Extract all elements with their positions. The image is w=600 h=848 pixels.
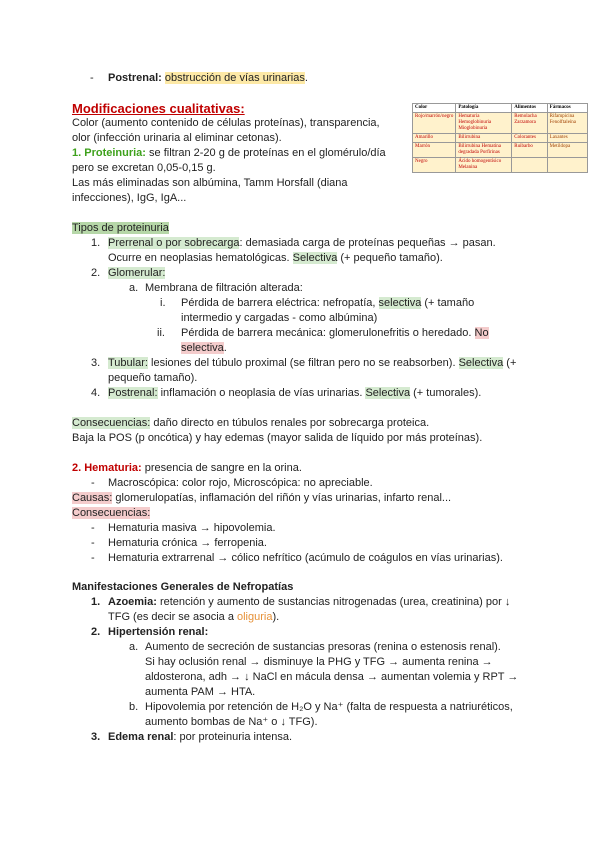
oliguria: oliguria <box>237 611 273 623</box>
hema-c2-bullet: - <box>91 537 95 549</box>
table-header: Fármacos <box>547 104 587 113</box>
table-cell: Hematuria Hemoglobinuria Mioglobinuria <box>456 113 512 134</box>
manif-2 <box>108 625 208 640</box>
manif-1-num-text: 1. <box>91 596 101 608</box>
consec-line1 <box>72 416 429 431</box>
tipos-item-4 <box>108 386 481 401</box>
hema-c1-bullet: - <box>91 522 95 534</box>
manif-2a-line2: Si hay oclusión renal → disminuye la PHG y TFG → aumenta renina → <box>145 656 493 668</box>
hema-consec <box>72 506 150 521</box>
glomerular-i-line2: intermedio y cargadas - como albúmina) <box>181 312 378 324</box>
manif-2a-line3: aldosterona, adh → ↓ NaCl en mácula densa → aumentan volemia y RPT → <box>145 671 519 683</box>
causas-text: glomerulopatías, inflamación del riñón y vías urinarias, infarto renal... <box>112 492 452 504</box>
table-cell: Colorantes <box>512 134 547 143</box>
manif-2a-line4: aumenta PAM → HTA. <box>145 686 256 698</box>
tipos-item-1-line2 <box>108 251 443 266</box>
mod-line2: olor (infección urinaria al eliminar cetonas). <box>72 132 282 144</box>
hema-causas <box>72 491 451 506</box>
postrenal-bullet: - <box>90 72 94 84</box>
postrenal-line <box>108 71 308 86</box>
tipos-item-4-num: 4. <box>91 387 101 399</box>
tipos-item-1-num: 1. <box>91 237 101 249</box>
tubular-tail: (+ <box>503 357 517 369</box>
prerrenal-selectiva: Selectiva <box>292 252 338 264</box>
table-header: Patología <box>456 104 512 113</box>
postrenal-label: Postrenal: <box>108 72 162 84</box>
glomerular-ii-selectiva: selectiva <box>181 342 224 354</box>
causas-label: Causas: <box>72 492 113 504</box>
table-cell: Remolacha Zarzamora <box>512 113 547 134</box>
glomerular-ii-line2 <box>181 341 227 356</box>
table-cell: Rifampicina Fenolftaleína <box>547 113 587 134</box>
glomerular-i-tail: (+ tamaño <box>421 297 475 309</box>
mod-line5: Las más eliminadas son albúmina, Tamm Horsfall (diana <box>72 177 348 189</box>
hematuria-heading: 2. Hematuria: <box>72 462 142 474</box>
hema-c3: Hematuria extrarrenal → cólico nefrítico (acúmulo de coágulos en vías urinarias). <box>108 552 503 564</box>
table-header-row <box>413 104 588 113</box>
manif-2b-text: Hipovolemia por retención de H₂O y Na⁺ (falta de respuesta a natriuréticos, <box>145 701 513 713</box>
prerrenal-label: Prerrenal o por sobrecarga <box>108 237 240 249</box>
consec-label: Consecuencias: <box>72 417 151 429</box>
hema-b1: Macroscópica: color rojo, Microscópica: no apreciable. <box>108 477 373 489</box>
postrenal-text: obstrucción de vías urinarias <box>164 72 305 84</box>
table-header: Alimentos <box>512 104 547 113</box>
postrenal-prot-tail: (+ tumorales). <box>410 387 482 399</box>
glomerular-ii-no: No <box>474 327 489 339</box>
tipos-item-2 <box>108 266 165 281</box>
hematuria-text: presencia de sangre en la orina. <box>141 462 302 474</box>
postrenal-prot-selectiva: Selectiva <box>365 387 411 399</box>
tipos-item-3-line2: pequeño tamaño). <box>108 372 198 384</box>
glomerular-i-text: Pérdida de barrera eléctrica: nefropatía, <box>181 297 379 309</box>
manif-1-num <box>91 595 100 610</box>
hema-c1: Hematuria masiva → hipovolemia. <box>108 522 276 534</box>
table-cell: Ruibarbo <box>512 143 547 158</box>
tipos-item-1 <box>108 236 496 251</box>
hema-c2: Hematuria crónica → ferropenia. <box>108 537 267 549</box>
manif-3-num <box>91 730 100 745</box>
glomerular-i <box>181 296 474 311</box>
tipos-title: Tipos de proteinuria <box>72 222 169 234</box>
manif-title <box>72 580 293 595</box>
manif-2-num-text: 2. <box>91 626 101 638</box>
azoemia-text: retención y aumento de sustancias nitrogenadas (urea, creatinina) por ↓ <box>156 596 511 608</box>
manif-1 <box>108 595 510 610</box>
table-cell: Rojo/marrón/negro <box>413 113 456 134</box>
urine-color-table <box>412 103 588 173</box>
postrenal-tail: . <box>304 72 308 84</box>
glomerular-ii-tail: . <box>223 342 227 354</box>
hipertension-label: Hipertensión renal: <box>108 626 209 638</box>
manif-2a-num: a. <box>129 641 139 653</box>
manif-2b-num: b. <box>129 701 139 713</box>
glomerular-label: Glomerular: <box>108 267 166 279</box>
prerrenal-text: : demasiada carga de proteínas pequeñas → pasan. <box>239 237 496 249</box>
table-row <box>413 143 588 158</box>
table-row <box>413 134 588 143</box>
table-row <box>413 158 588 173</box>
table-cell: Bilirrubina <box>456 134 512 143</box>
hematuria-line <box>72 461 302 476</box>
prerrenal-line2a: Ocurre en neoplasias hematológicas. <box>108 252 293 264</box>
azoemia-line2b: ). <box>272 611 280 623</box>
glomerular-i-num: i. <box>160 297 166 309</box>
table-header: Color <box>413 104 456 113</box>
tubular-text: lesiones del túbulo proximal (se filtran pero no se reabsorben). <box>147 357 459 369</box>
azoemia-line2a: TFG (es decir se asocia a <box>108 611 237 623</box>
manif-3 <box>108 730 292 745</box>
manif-1-line2 <box>108 610 279 625</box>
proteinuria-text: se filtran 2-20 g de proteínas en el glomérulo/día <box>145 147 386 159</box>
mod-line3 <box>72 146 386 161</box>
table-row <box>413 113 588 134</box>
mod-line6: infecciones), IgG, IgA... <box>72 192 187 204</box>
edema-text: : por proteinuria intensa. <box>173 731 293 743</box>
tubular-selectiva: Selectiva <box>458 357 504 369</box>
azoemia-label: Azoemia: <box>108 596 157 608</box>
mod-line1: Color (aumento contenido de células proteínas), transparencia, <box>72 117 380 129</box>
manif-3-num-text: 3. <box>91 731 101 743</box>
table-cell <box>512 158 547 173</box>
manif-2-num <box>91 625 100 640</box>
glomerular-ii-text: Pérdida de barrera mecánica: glomerulonefritis o heredado. <box>181 327 475 339</box>
tubular-label: Tubular: <box>108 357 148 369</box>
glomerular-ii <box>181 326 489 341</box>
glomerular-ii-num: ii. <box>157 327 165 339</box>
hema-b1-bullet: - <box>91 477 95 489</box>
table-cell: Negro <box>413 158 456 173</box>
tipos-title-line <box>72 221 169 236</box>
table-cell: Ácido homogentísico Melanina <box>456 158 512 173</box>
manif-title-text: Manifestaciones Generales de Nefropatías <box>72 581 294 593</box>
edema-label: Edema renal <box>108 731 174 743</box>
hema-consec-label: Consecuencias: <box>72 507 151 519</box>
glomerular-a-text: Membrana de filtración alterada: <box>145 282 303 294</box>
table-cell: Metildopa <box>547 143 587 158</box>
manif-2b-line2: aumento bombas de Na⁺ o ↓ TFG). <box>145 716 318 728</box>
tipos-item-3-num: 3. <box>91 357 101 369</box>
postrenal-prot-text: inflamación o neoplasia de vías urinarias. <box>157 387 366 399</box>
consec-text: daño directo en túbulos renales por sobrecarga proteica. <box>150 417 430 429</box>
table-cell: Laxantes <box>547 134 587 143</box>
glomerular-a-num: a. <box>129 282 139 294</box>
glomerular-i-selectiva: selectiva <box>378 297 422 309</box>
postrenal-prot-label: Postrenal: <box>108 387 158 399</box>
table-cell <box>547 158 587 173</box>
table-cell: Bilirrubina Hematina degradada Porfirinas <box>456 143 512 158</box>
table-cell: Amarillo <box>413 134 456 143</box>
tipos-item-2-num: 2. <box>91 267 101 279</box>
table-cell: Marrón <box>413 143 456 158</box>
mod-title: Modificaciones cualitativas: <box>72 101 245 116</box>
manif-2a-text: Aumento de secreción de sustancias presoras (renina o estenosis renal). <box>145 641 501 653</box>
tipos-item-3 <box>108 356 516 371</box>
hema-c3-bullet: - <box>91 552 95 564</box>
proteinuria-heading: 1. Proteinuria: <box>72 147 146 159</box>
mod-line4: pero se excretan 0,05-0,15 g. <box>72 162 216 174</box>
prerrenal-line2b: (+ pequeño tamaño). <box>337 252 443 264</box>
consec-line2: Baja la POS (p oncótica) y hay edemas (mayor salida de líquido por más proteínas). <box>72 432 483 444</box>
